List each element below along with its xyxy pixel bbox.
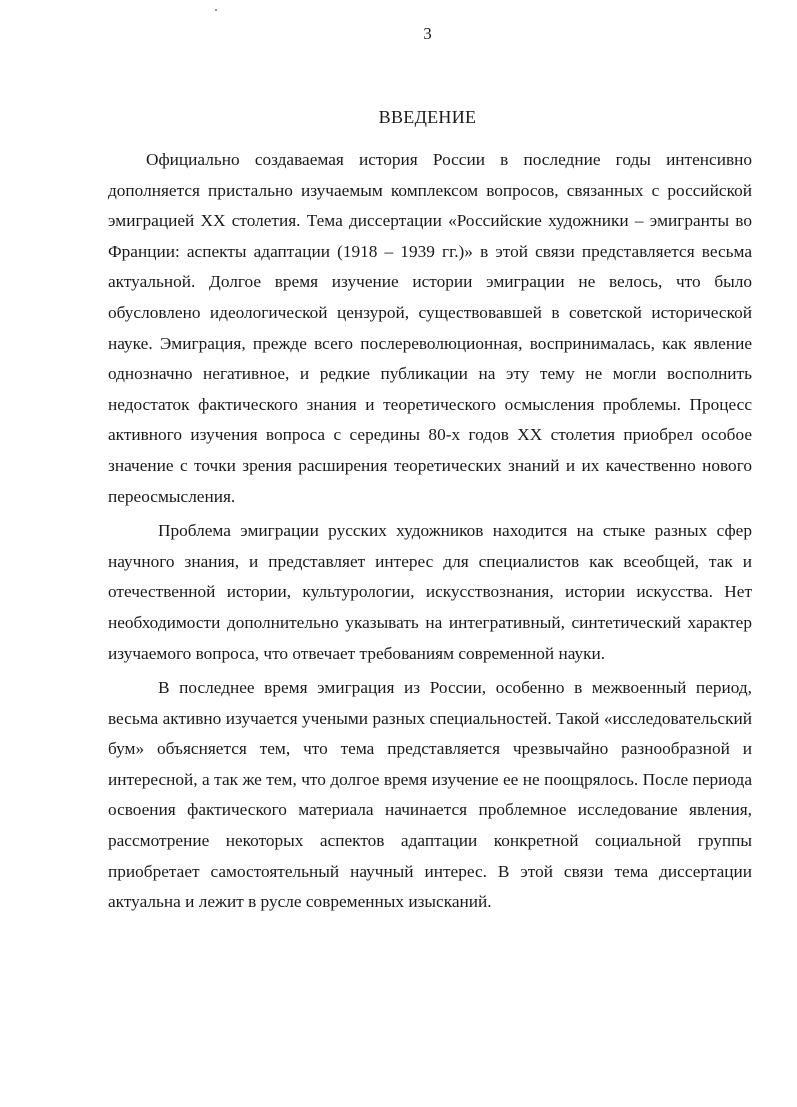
scan-speck xyxy=(215,9,217,11)
section-title: ВВЕДЕНИЕ xyxy=(378,107,477,127)
page-number: 3 xyxy=(423,24,432,43)
body-text xyxy=(108,145,752,918)
paragraph-2: Проблема эмиграции русских художников находится на стыке разных сфер научного знания, и представляет интерес для специалистов как всеобщей, так и отечественной истории, культурологии, искусствознания, истории искусства. Нет необходимости дополнительно указывать на интегративный, синтетический характер изучаемого вопроса, что отвечает требованиям современной науки. xyxy=(108,521,752,663)
paragraph-1: Официально создаваемая история России в последние годы интенсивно дополняется пристально изучаемым комплексом вопросов, связанных с российской эмиграцией XX столетия. Тема диссертации «Российские художники – эмигранты во Франции: аспекты адаптации (1918 – 1939 гг.)» в этой связи представляется весьма актуальной. Долгое время изучение истории эмиграции не велось, что было обусловлено идеологической цензурой, существовавшей в советской исторической науке. Эмиграция, прежде всего послереволюционная, воспринималась, как явление однозначно негативное, и редкие публикации на эту тему не могли восполнить недостаток фактического знания и теоретического осмысления проблемы. Процесс активного изучения вопроса с середины 80-х годов XX столетия приобрел особое значение с точки зрения расширения теоретических знаний и их качественно нового переосмысления. xyxy=(108,150,752,506)
paragraph-3: В последнее время эмиграция из России, особенно в межвоенный период, весьма активно изучается учеными разных специальностей. Такой «исследовательский бум» объясняется тем, что тема представляется чрезвычайно разнообразной и интересной, а так же тем, что долгое время изучение ее не поощрялось. После периода освоения фактического материала начинается проблемное исследование явления, рассмотрение некоторых аспектов адаптации конкретной социальной группы приобретает самостоятельный научный интерес. В этой связи тема диссертации актуальна и лежит в русле современных изысканий. xyxy=(108,678,752,912)
